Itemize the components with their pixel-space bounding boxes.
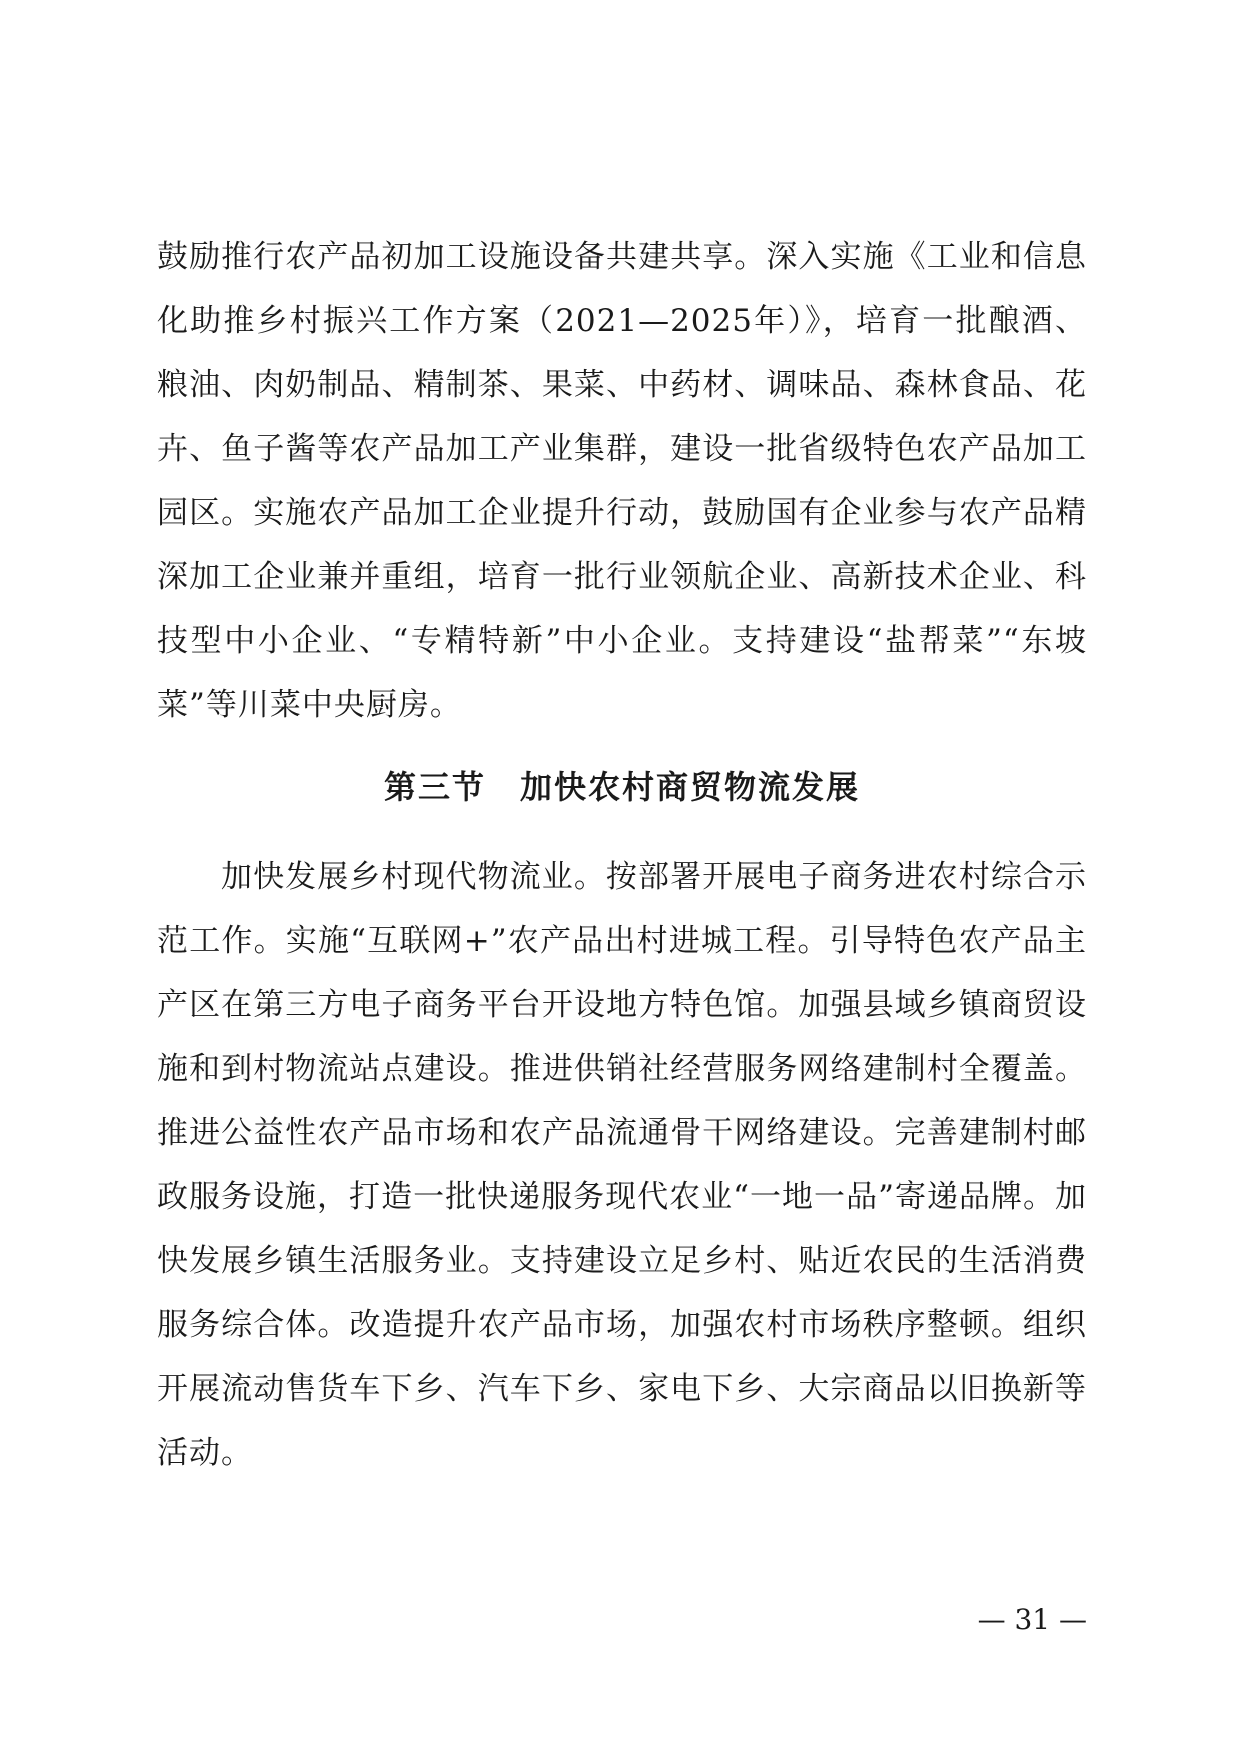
body-paragraph-processing: 鼓励推行农产品初加工设施设备共建共享。深入实施《工业和信息化助推乡村振兴工作方案（2021—2025年）》，培育一批酿酒、粮油、肉奶制品、精制茶、果菜、中药材、调味品、森林食品、花卉、鱼子酱等农产品加工产业集群，建设一批省级特色农产品加工园区。实施农产品加工企业提升行动，鼓励国有企业参与农产品精深加工企业兼并重组，培育一批行业领航企业、高新技术企业、科技型中小企业、“专精特新”中小企业。支持建设“盐帮菜”“东坡菜”等川菜中央厨房。 — [157, 239, 1087, 723]
body-paragraph-logistics: 加快发展乡村现代物流业。按部署开展电子商务进农村综合示范工作。实施“互联网+”农产品出村进城工程。引导特色农产品主产区在第三方电子商务平台开设地方特色馆。加强县域乡镇商贸设施和到村物流站点建设。推进供销社经营服务网络建制村全覆盖。推进公益性农产品市场和农产品流通骨干网络建设。完善建制村邮政服务设施，打造一批快递服务现代农业“一地一品”寄递品牌。加快发展乡镇生活服务业。支持建设立足乡村、贴近农民的生活消费服务综合体。改造提升农产品市场，加强农村市场秩序整顿。组织开展流动售货车下乡、汽车下乡、家电下乡、大宗商品以旧换新等活动。 — [157, 859, 1087, 1471]
section-heading: 第三节 加快农村商贸物流发展 — [383, 768, 860, 806]
page-number: — 31 — — [977, 1603, 1087, 1636]
